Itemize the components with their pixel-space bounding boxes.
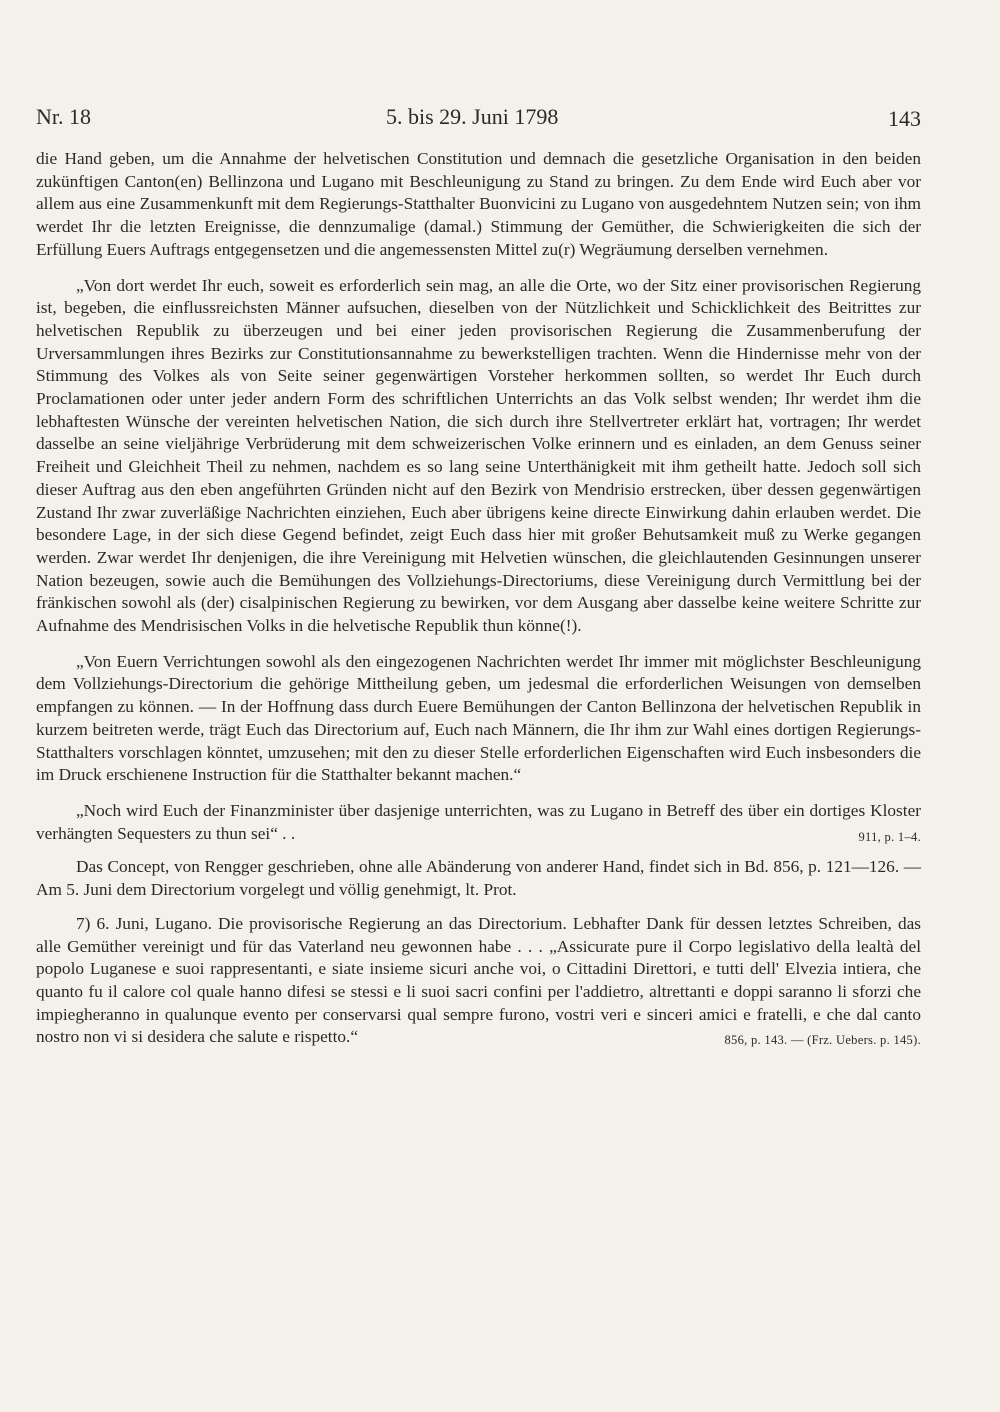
paragraph-5: Das Concept, von Rengger geschrieben, ohne alle Abänderung von anderer Hand, findet sich in Bd. 856, p. 121—126. — Am 5. Juni dem Directorium vorgelegt und völlig genehmigt, lt. Prot.	[36, 857, 921, 900]
archive-reference-911: 911, p. 1–4.	[858, 829, 921, 844]
page-number: 143	[888, 106, 921, 131]
document-number: Nr. 18	[36, 104, 91, 129]
page-body	[36, 148, 921, 1052]
paragraph-4-text: „Noch wird Euch der Finanzminister über dasjenige unterrichten, was zu Lugano in Betreff des über ein dortiges Kloster verhängten Sequesters zu thun sei“ . .	[36, 800, 921, 843]
paragraph-6-text: 7) 6. Juni, Lugano. Die provisorische Regierung an das Directorium. Lebhafter Dank für dessen letztes Schreiben, das alle Gemüther vereinigt und für das Vaterland neu gewonnen habe . . . „Assicurate pure il Corpo legislativo della lealtà del popolo Luganese e suoi rappresentanti, e siate insieme sicuri anche voi, o Cittadini Direttori, e tutti dell' Elvezia intiera, che quanto fu il calore col quale hanno difesi se stessi e li suoi sacri confini per l'addietro, altrettanti e doppi saranno li sforzi che impiegheranno in qualunque evento per conservarsi qual sempre furono, vostri veri e sinceri amici e fratelli, e che dal canto nostro non vi si desidera che salute e rispetto.“	[36, 913, 921, 1047]
page-header	[36, 96, 921, 136]
paragraph-1: die Hand geben, um die Annahme der helvetischen Constitution und demnach die gesetzliche Organisation in den beiden zukünftigen Canton(en) Bellinzona und Lugano mit Beschleunigung zu Stand zu bringen. Zu dem Ende wird Euch aber vor allem aus eine Zusammenkunft mit dem Regierungs-Statthalter Buonvicini zu Lugano von ausgedehntem Nutzen sein; von ihm werdet Ihr die letzten Ereignisse, die dennzumalige (damal.) Stimmung der Gemüther, die Schwierigkeiten die sich der Erfüllung Euers Auftrags entgegensetzen und die angemessensten Mittel zu(r) Wegräumung derselben vernehmen.	[36, 149, 921, 259]
paragraph-4	[36, 800, 921, 845]
date-range: 5. bis 29. Juni 1798	[386, 104, 559, 129]
paragraph-6	[36, 913, 921, 1049]
paragraph-3: „Von Euern Verrichtungen sowohl als den eingezogenen Nachrichten werdet Ihr immer mit möglichster Beschleunigung dem Vollziehungs-Directorium die gehörige Mittheilung geben, um jedesmal die erforderlichen Weisungen von demselben empfangen zu können. — In der Hoffnung dass durch Euere Bemühungen der Canton Bellinzona der helvetischen Republik in kurzem beitreten werde, trägt Euch das Directorium auf, Euch nach Männern, die Ihr ihm zur Wahl eines dortigen Regierungs-Statthalters vorschlagen könntet, umzusehen; mit den zu dieser Stelle erforderlichen Eigenschaften wird Euch insbesonders die im Druck erschienene Instruction für die Statthalter bekannt machen.“	[36, 651, 921, 785]
paragraph-2: „Von dort werdet Ihr euch, soweit es erforderlich sein mag, an alle die Orte, wo der Sitz einer provisorischen Regierung ist, begeben, die einflussreichsten Männer aufsuchen, dieselben von der Nützlichkeit und Schicklichkeit des Beitrittes zur helvetischen Republik zu überzeugen und bei einer jeden provisorischen Regierung die Zusammenberufung der Urversammlungen ihres Bezirks zur Constitutionsannahme zu bewerkstelligen trachten. Wenn die Hindernisse mehr von der Stimmung des Volkes als von Seite seiner gegenwärtigen Vorsteher herkommen sollten, so werdet Ihr Euch durch Proclamationen oder unter jeder andern Form des schriftlichen Unterrichts an das Volk selbst wenden; Ihr werdet ihm die lebhaftesten Wünsche der vereinten helvetischen Nation, die sich durch ihre Stellvertreter erklärt hat, vortragen; Ihr werdet dasselbe an seine vieljährige Verbrüderung mit dem schweizerischen Volke erinnern und es einladen, an dem Genuss seiner Freiheit und Gleichheit Theil zu nehmen, nachdem es so lang seine Unterthänigkeit mit ihm getheilt hatte. Jedoch soll sich dieser Auftrag aus den eben angeführten Gründen nicht auf den Bezirk von Mendrisio erstrecken, über dessen gegenwärtigen Zustand Ihr zwar zuverläßige Nachrichten einziehen, Euch aber übrigens keine directe Einwirkung dahin erlauben werdet. Die besondere Lage, in der sich diese Gegend befindet, zeigt Euch dass hier mit großer Behutsamkeit muß zu Werke gegangen werden. Zwar werdet Ihr denjenigen, die ihre Vereinigung mit Helvetien wünschen, die gleichlautenden Gesinnungen unserer Nation bezeugen, sowie auch die Bemühungen des Vollziehungs-Directoriums, diese Vereinigung durch Vermittlung bei der fränkischen sowohl als (der) cisalpinischen Regierung zu bewirken, vor dem Ausgang aber dasselbe keine weitere Schritte zur Aufnahme des Mendrisischen Volks in die helvetische Republik thun könne(!).	[36, 275, 921, 636]
archive-reference-856: 856, p. 143. — (Frz. Uebers. p. 145).	[724, 1033, 921, 1048]
